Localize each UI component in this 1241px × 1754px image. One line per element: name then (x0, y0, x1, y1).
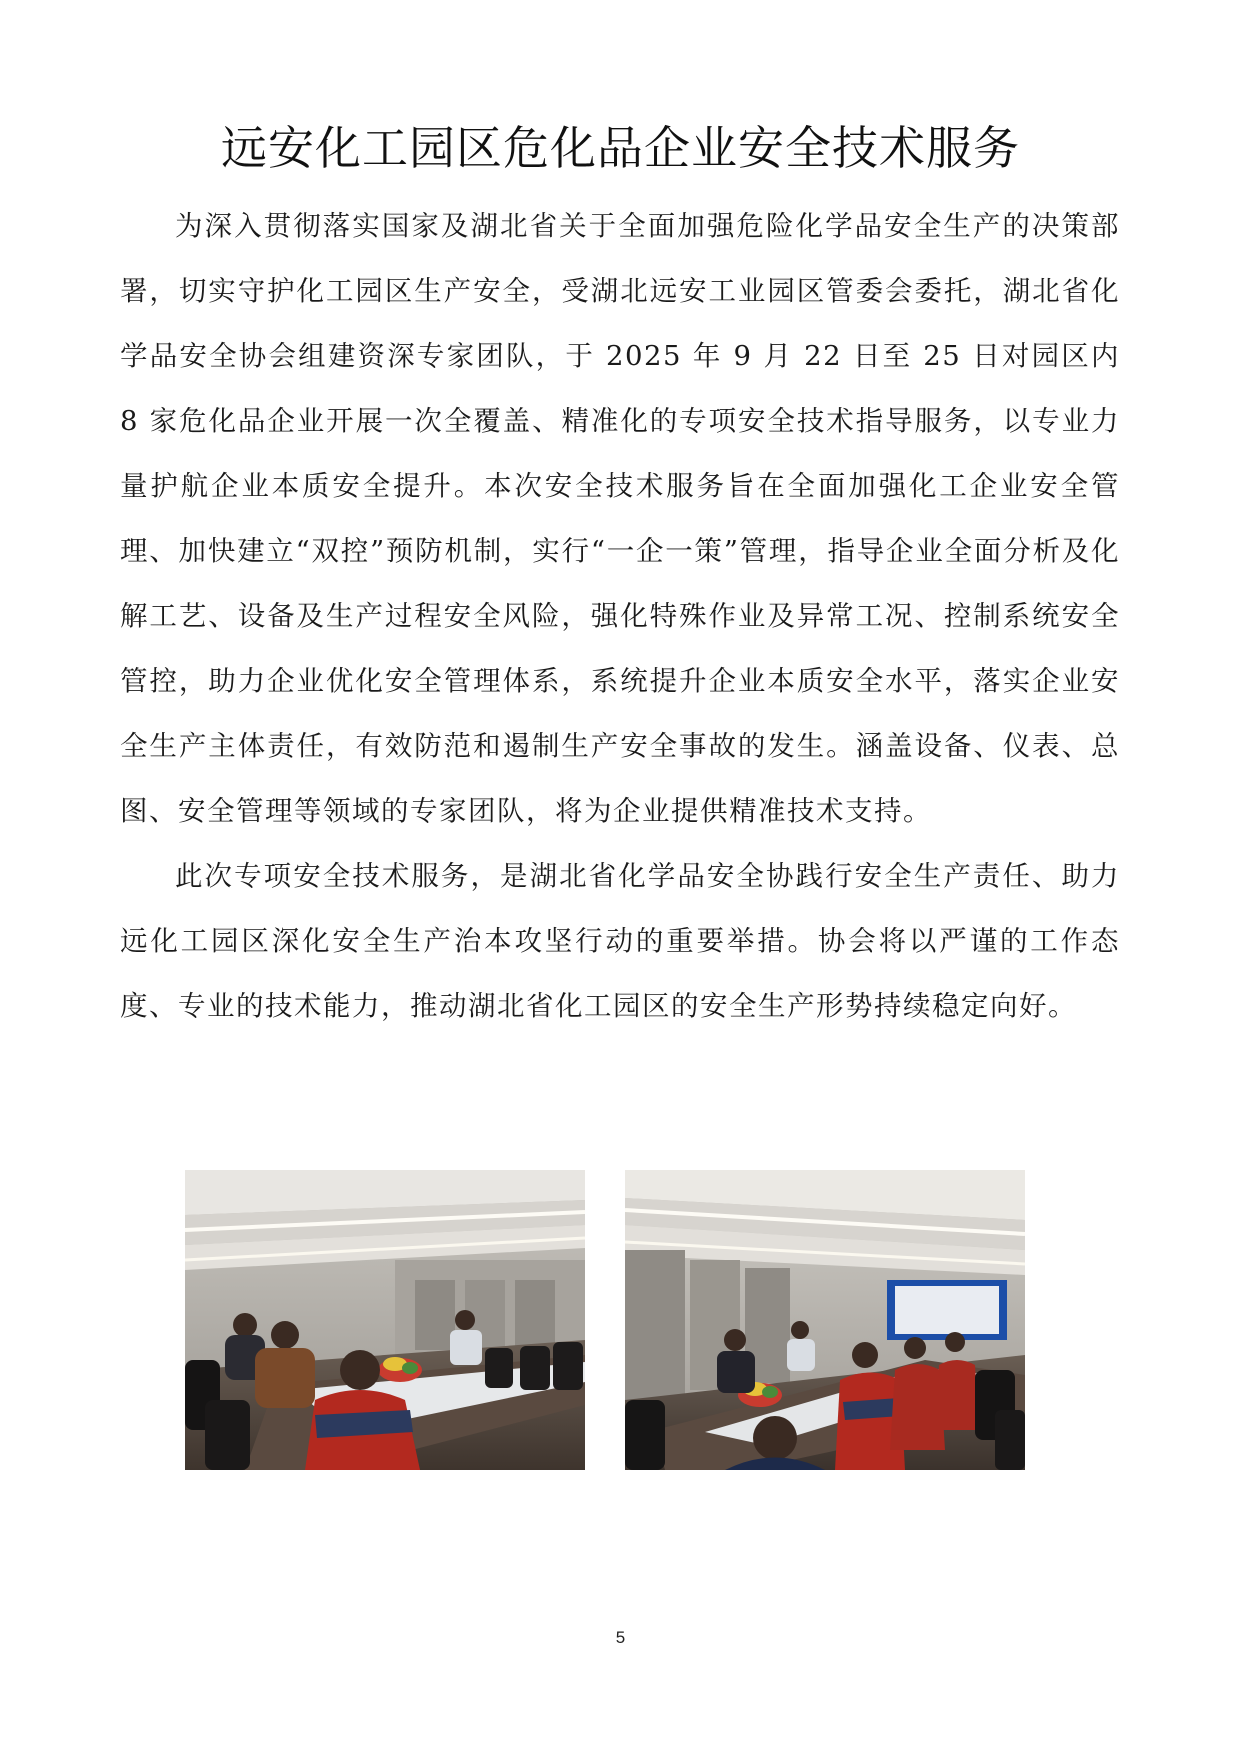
article-body (120, 194, 1120, 1039)
page-number: 5 (615, 1628, 626, 1647)
document-title: 远安化工园区危化品企业安全技术服务 (221, 121, 1020, 175)
paragraph-2: 此次专项安全技术服务，是湖北省化学品安全协践行安全生产责任、助力远化工园区深化安全生产治本攻坚行动的重要举措。协会将以严谨的工作态度、专业的技术能力，推动湖北省化工园区的安全生产形势持续稳定向好。 (120, 860, 1120, 1022)
meeting-photo-right (625, 1170, 1025, 1470)
meeting-photo-left (185, 1170, 585, 1470)
paragraph-1: 为深入贯彻落实国家及湖北省关于全面加强危险化学品安全生产的决策部署，切实守护化工园区生产安全，受湖北远安工业园区管委会委托，湖北省化学品安全协会组建资深专家团队，于 2025 年 9 月 22 日至 25 日对园区内 8 家危化品企业开展一次全覆盖、精准化的专项安全技术指导服务，以专业力量护航企业本质安全提升。本次安全技术服务旨在全面加强化工企业安全管理、加快建立“双控”预防机制，实行“一企一策”管理，指导企业全面分析及化解工艺、设备及生产过程安全风险，强化特殊作业及异常工况、控制系统安全管控，助力企业优化安全管理体系，系统提升企业本质安全水平，落实企业安全生产主体责任，有效防范和遏制生产安全事故的发生。涵盖设备、仪表、总图、安全管理等领域的专家团队，将为企业提供精准技术支持。 (120, 210, 1120, 827)
